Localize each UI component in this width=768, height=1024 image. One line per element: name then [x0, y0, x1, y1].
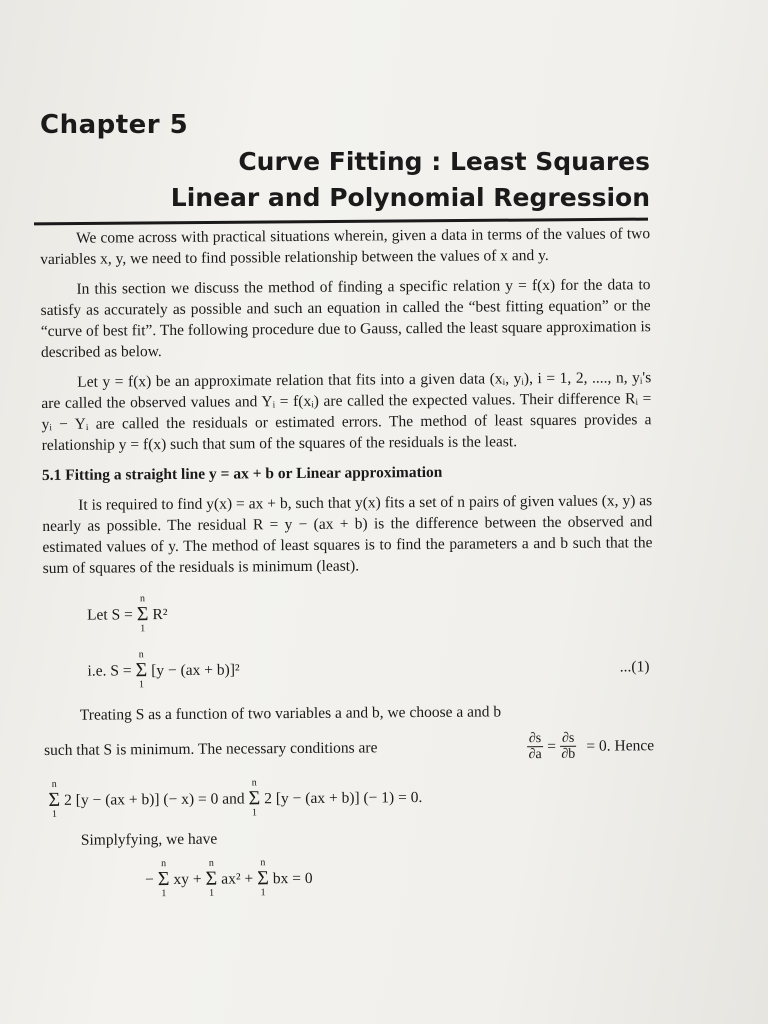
paragraph-simplifying: Simplyfying, we have	[80, 830, 218, 849]
paragraph-linear: It is required to find y(x) = ax + b, such that y(x) fits a set of n pairs of given values (x, y) as nearly as possible. The residual R = y − (ax + b) is the difference between the observed and estimated values of y. The method of least squares is to find the parameters a and b such that the sum of squares of the residuals is minimum (least).	[42, 492, 653, 577]
chapter-title	[50, 144, 650, 216]
conditions-line: such that S is minimum. The necessary conditions are $\frac{\partial s}{\partial a}$ = $\frac{\partial s}{\partial b}$ = 0. Hence	[44, 730, 655, 763]
simplified-equation: − n Σ 1 xy + n Σ 1 ax² + n Σ 1 bx = 0	[145, 857, 313, 900]
paragraph-method: In this section we discuss the method of finding a specific relation y = f(x) for the data to satisfy as accurately as possible and such an equation in called the “best fitting equation” or the “curve of best fit”. The following procedure due to Gauss, called the least square approximation is described as below.	[40, 276, 651, 361]
equation-s: Let S = n Σ 1 R²	[86, 593, 168, 635]
equation-number: ...(1)	[619, 657, 650, 675]
title-line-2: Linear and Polynomial Regression	[170, 183, 650, 212]
sum-symbol: n Σ 1	[157, 858, 170, 900]
chapter-label: Chapter 5	[40, 110, 189, 140]
paragraph-residuals: Let y = f(x) be an approximate relation that fits into a given data (xᵢ, yᵢ), i = 1, 2, ...., n, yᵢ's are called the observed values and Yᵢ = f(xᵢ) are called the expected values. Their difference Rᵢ = yᵢ − Yᵢ are called the residuals or estimated errors. The method of least squares provides a relationship y = f(x) such that sum of the squares of the residuals is the least.	[41, 369, 652, 454]
equation-1: i.e. S = n Σ 1 [y − (ax + b)]² ...(1)	[87, 649, 650, 691]
title-line-1: Curve Fitting : Least Squares	[238, 147, 650, 176]
partial-derivatives: $\frac{\partial s}{\partial a}$ = $\frac{\partial s}{\partial b}$ = 0. Hence	[528, 730, 655, 763]
sum-symbol: n Σ 1	[248, 777, 261, 819]
conditions-equation: n Σ 1 2 [y − (ax + b)] (− x) = 0 and n Σ 1 2 [y − (ax + b)] (− 1) = 0.	[48, 777, 423, 820]
paragraph-treating: Treating S as a function of two variables a and b, we choose a and b	[79, 703, 502, 724]
sum-symbol: n Σ 1	[257, 857, 269, 899]
sum-symbol: n Σ 1	[205, 857, 218, 899]
section-heading: 5.1 Fitting a straight line y = ax + b or Linear approximation	[41, 463, 443, 484]
body-text	[40, 223, 655, 908]
sum-symbol: n Σ 1	[135, 649, 148, 691]
paragraph-intro: We come across with practical situations wherein, given a data in terms of the values of two variables x, y, we need to find possible relationship between the values of x and y.	[40, 225, 651, 268]
sum-symbol: n Σ 1	[136, 593, 149, 635]
sum-symbol: n Σ 1	[48, 778, 61, 820]
